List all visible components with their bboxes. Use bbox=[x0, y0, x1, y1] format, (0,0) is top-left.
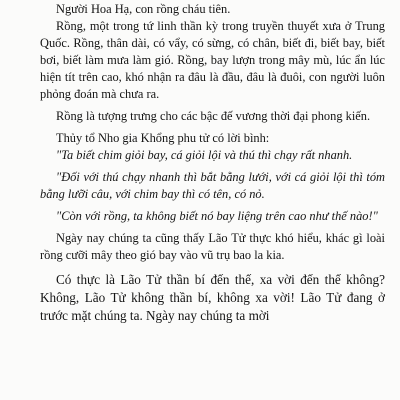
paragraph-dragon-emperor: Rồng là tượng trưng cho các bậc đế vương thời đại phong kiến. bbox=[56, 109, 371, 123]
page-body bbox=[40, 1, 385, 325]
quote-dragon: "Còn với rồng, ta không biết nó bay liệng trên cao như thế nào!" bbox=[56, 209, 378, 223]
quote-catching: "Đối với thú chạy nhanh thì bắt bằng lưới, với cá giỏi lội thì tóm bằng lưỡi câu, với chim bay thì có tên, có nỏ. bbox=[40, 170, 385, 201]
quote-animals: "Ta biết chim giỏi bay, cá giỏi lội và thú thì chạy rất nhanh. bbox=[56, 148, 353, 162]
paragraph-laozi-hard: Ngày nay chúng ta cũng thấy Lão Tử thực khó hiểu, khác gì loài rồng cưỡi mây theo gió bay vào vũ trụ bao la kia. bbox=[40, 231, 385, 262]
paragraph-confucius-intro: Thủy tổ Nho gia Khổng phu tử có lời bình: bbox=[56, 131, 270, 145]
paragraph-intro: Người Hoa Hạ, con rồng cháu tiên. bbox=[56, 2, 231, 16]
paragraph-dragon-description: Rồng, một trong tứ linh thần kỳ trong truyền thuyết xưa ở Trung Quốc. Rồng, thân dài, có vẩy, có sừng, có chân, biết đi, biết bay, biết bơi, biết làm mưa làm gió. Rồng, bay lượn trong mây mù, lúc ẩn lúc hiện tít trên cao, khó nhận ra đâu là đầu, đâu là đuôi, con người luôn phỏng đoán mà chưa ra. bbox=[40, 19, 385, 101]
paragraph-laozi-present: Có thực là Lão Tử thần bí đến thế, xa vời đến thế không? Không, Lão Tử không thần bí, không xa vời! Lão Tử đang ở trước mặt chúng ta. Ngày nay chúng ta mời bbox=[40, 272, 385, 323]
